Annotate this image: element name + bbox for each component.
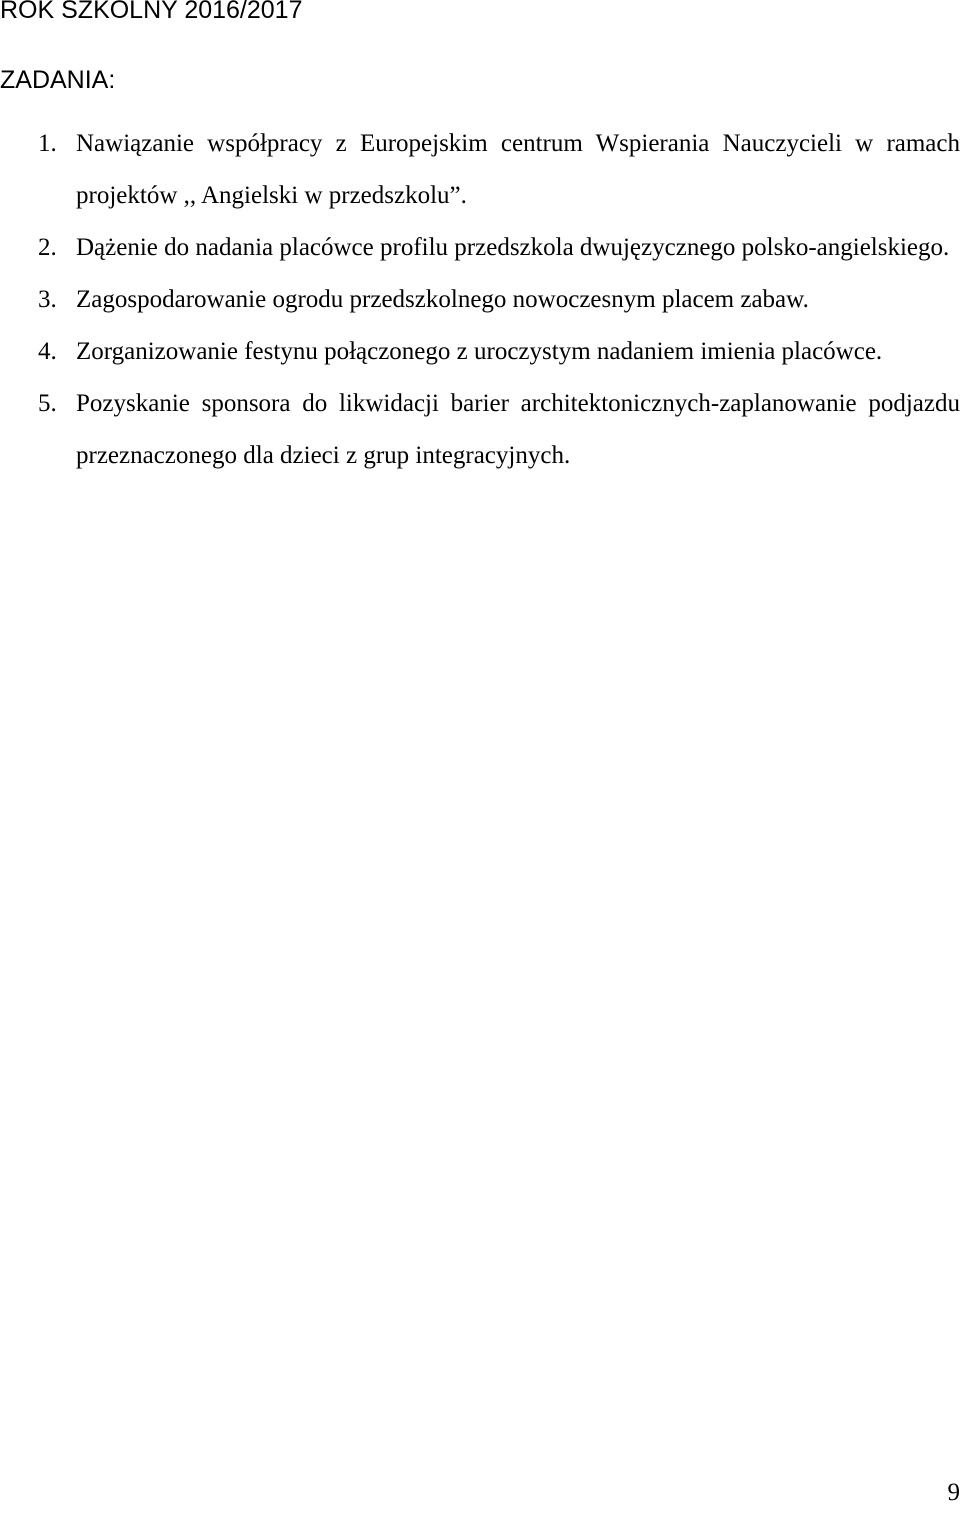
tasks-list <box>0 118 960 482</box>
task-number: 1. <box>38 130 57 157</box>
task-item-4 <box>0 326 960 378</box>
task-number: 2. <box>38 234 57 261</box>
school-year-heading: ROK SZKOLNY 2016/2017 <box>0 0 303 24</box>
page-number: 9 <box>947 1479 960 1506</box>
task-text: Nawiązanie współpracy z Europejskim centrum Wspierania Nauczycieli w ramach projektów ,, Angielski w przedszkolu”. <box>76 130 960 209</box>
task-text: Zagospodarowanie ogrodu przedszkolnego nowoczesnym placem zabaw. <box>76 286 809 313</box>
task-number: 5. <box>38 390 57 417</box>
task-item-2 <box>0 222 960 274</box>
task-text: Pozyskanie sponsora do likwidacji barier architektonicznych-zaplanowanie podjazdu przeznaczonego dla dzieci z grup integracyjnych. <box>76 390 960 469</box>
task-number: 4. <box>38 338 57 365</box>
task-text: Zorganizowanie festynu połączonego z uroczystym nadaniem imienia placówce. <box>76 338 883 365</box>
task-number: 3. <box>38 286 57 313</box>
tasks-heading: ZADANIA: <box>0 66 116 94</box>
task-text: Dążenie do nadania placówce profilu przedszkola dwujęzycznego polsko-angielskiego. <box>76 234 950 261</box>
task-item-5 <box>0 378 960 482</box>
task-item-1 <box>0 118 960 222</box>
task-item-3 <box>0 274 960 326</box>
